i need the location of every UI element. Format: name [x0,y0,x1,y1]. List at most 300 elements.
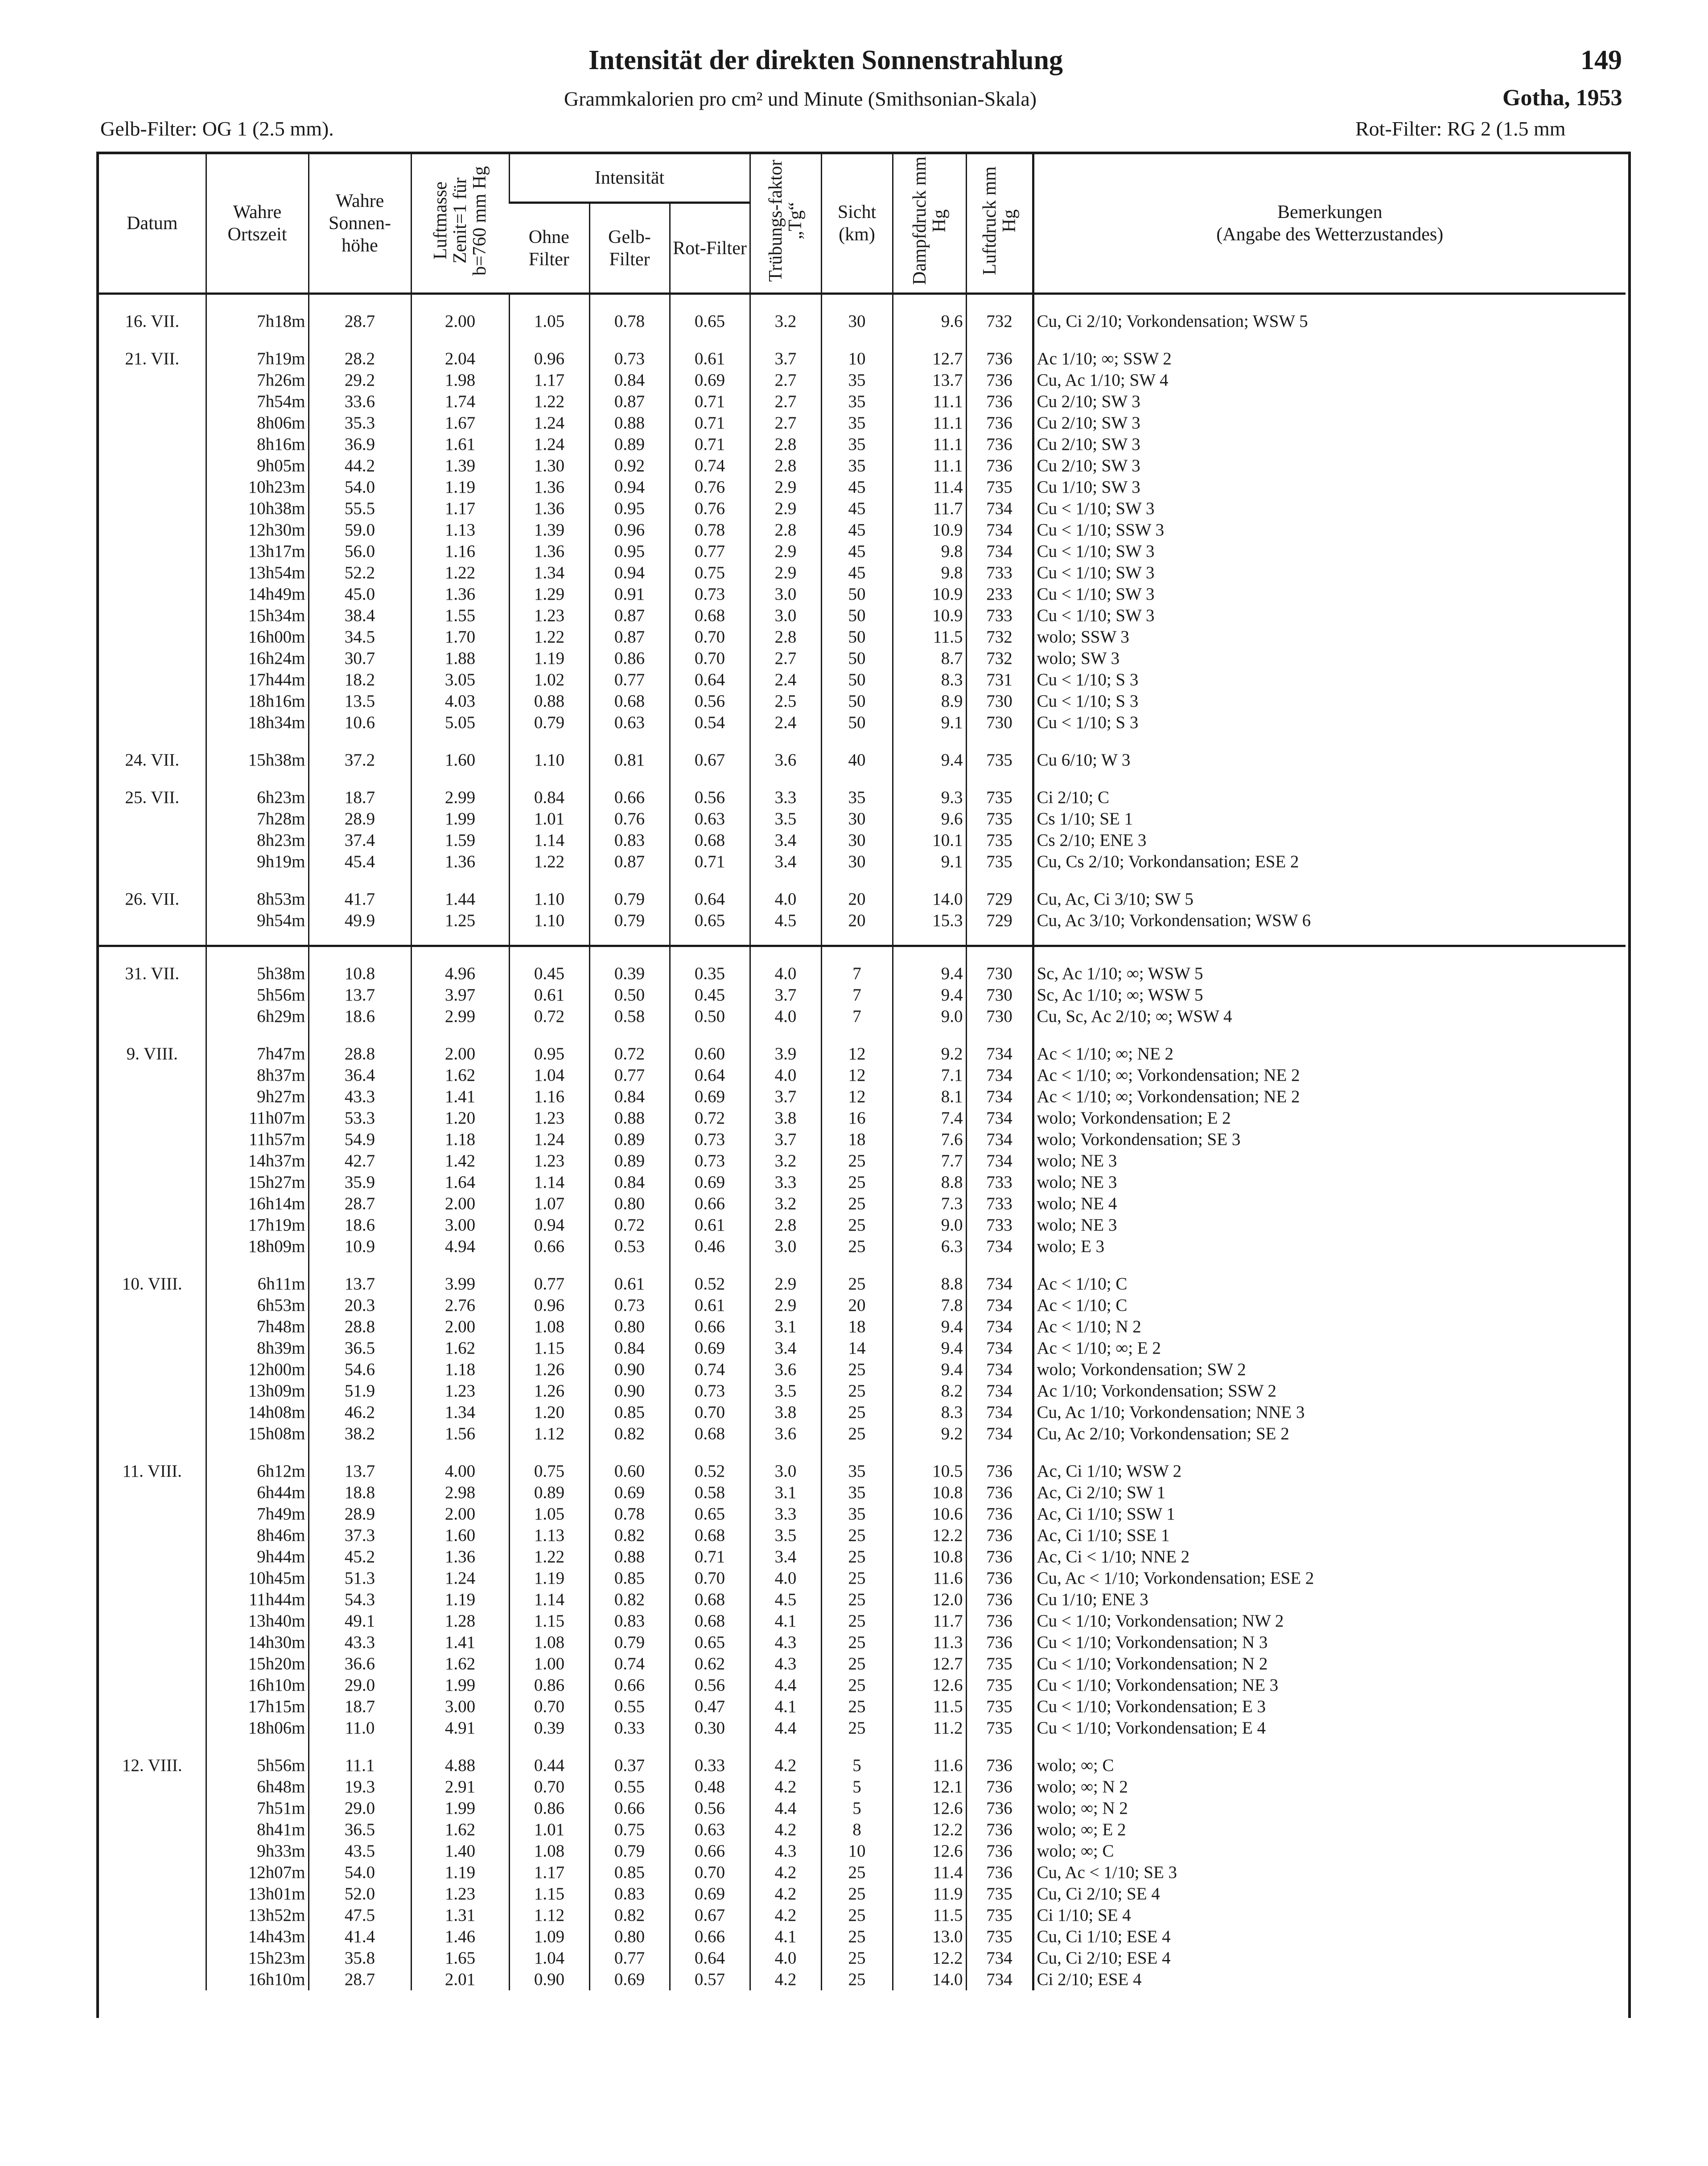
cell-luftmasse: 1.31 [411,1905,509,1926]
cell-ortszeit: 14h43m [206,1926,309,1948]
cell-sonnenhoehe: 38.4 [309,605,411,626]
cell-truebung: 2.8 [750,1215,821,1236]
cell-ohne-filter: 1.22 [509,851,589,873]
cell-dampfdruck: 12.0 [893,1589,966,1610]
cell-datum [99,1632,206,1653]
separator-cell [1033,332,1626,348]
cell-luftmasse: 1.67 [411,412,509,434]
separator-cell [1033,1257,1626,1273]
cell-gelb-filter: 0.87 [589,626,670,648]
cell-rot-filter: 0.71 [670,434,750,455]
cell-luftmasse: 2.04 [411,348,509,370]
cell-bemerkung: Ac < 1/10; C [1033,1273,1626,1295]
cell-sicht: 25 [821,1862,893,1883]
cell-truebung: 4.2 [750,1905,821,1926]
cell-luftdruck: 736 [966,1776,1033,1798]
cell-gelb-filter: 0.77 [589,669,670,691]
separator-cell [206,931,309,946]
cell-sicht: 35 [821,434,893,455]
cell-luftdruck: 732 [966,626,1033,648]
cell-ortszeit: 11h44m [206,1589,309,1610]
cell-sicht: 45 [821,562,893,584]
radiation-table [99,154,1626,1990]
cell-gelb-filter: 0.84 [589,1338,670,1359]
cell-sonnenhoehe: 54.9 [309,1129,411,1150]
cell-luftmasse: 1.60 [411,749,509,771]
cell-rot-filter: 0.70 [670,1568,750,1589]
table-row [99,498,1626,519]
cell-ohne-filter: 1.14 [509,1589,589,1610]
col-ortszeit: Wahre Ortszeit [206,154,309,294]
cell-ohne-filter: 1.01 [509,1819,589,1841]
cell-rot-filter: 0.64 [670,669,750,691]
cell-sonnenhoehe: 36.5 [309,1338,411,1359]
cell-sicht: 50 [821,584,893,605]
cell-gelb-filter: 0.85 [589,1568,670,1589]
cell-sonnenhoehe: 29.0 [309,1798,411,1819]
cell-datum [99,1589,206,1610]
cell-ortszeit: 7h48m [206,1316,309,1338]
cell-truebung: 4.4 [750,1798,821,1819]
cell-sonnenhoehe: 37.3 [309,1525,411,1546]
cell-gelb-filter: 0.58 [589,1006,670,1027]
cell-ortszeit: 13h01m [206,1883,309,1905]
separator-cell [670,332,750,348]
table-row [99,1086,1626,1108]
col-bemerkungen [1033,154,1626,294]
cell-ortszeit: 10h38m [206,498,309,519]
cell-luftmasse: 2.98 [411,1482,509,1503]
table-row [99,1215,1626,1236]
cell-luftdruck: 736 [966,434,1033,455]
cell-bemerkung: Ac < 1/10; ∞; NE 2 [1033,1043,1626,1065]
col-luftmasse [411,154,509,294]
cell-ortszeit: 17h19m [206,1215,309,1236]
table-row [99,1108,1626,1129]
cell-gelb-filter: 0.78 [589,311,670,332]
cell-rot-filter: 0.52 [670,1461,750,1482]
cell-sonnenhoehe: 28.9 [309,808,411,830]
cell-luftdruck: 734 [966,1359,1033,1380]
cell-bemerkung: Cs 1/10; SE 1 [1033,808,1626,830]
table-row [99,808,1626,830]
cell-bemerkung: wolo; ∞; C [1033,1841,1626,1862]
cell-luftdruck: 736 [966,391,1033,412]
cell-dampfdruck: 8.3 [893,1402,966,1423]
cell-gelb-filter: 0.84 [589,1086,670,1108]
cell-sicht: 25 [821,1717,893,1739]
cell-bemerkung: Ac, Ci 2/10; SW 1 [1033,1482,1626,1503]
cell-sonnenhoehe: 49.1 [309,1610,411,1632]
cell-ohne-filter: 1.36 [509,477,589,498]
separator-cell [589,873,670,889]
cell-gelb-filter: 0.84 [589,1172,670,1193]
cell-bemerkung: Cu 2/10; SW 3 [1033,412,1626,434]
cell-luftdruck: 736 [966,370,1033,391]
cell-truebung: 3.0 [750,584,821,605]
cell-dampfdruck: 12.2 [893,1525,966,1546]
cell-datum [99,1086,206,1108]
group-separator [99,1739,1626,1755]
cell-bemerkung: wolo; SSW 3 [1033,626,1626,648]
cell-dampfdruck: 14.0 [893,889,966,910]
cell-luftdruck: 729 [966,889,1033,910]
cell-truebung: 2.4 [750,669,821,691]
cell-rot-filter: 0.66 [670,1316,750,1338]
cell-dampfdruck: 9.3 [893,787,966,808]
cell-datum [99,1423,206,1445]
cell-rot-filter: 0.56 [670,691,750,712]
cell-sicht: 25 [821,1675,893,1696]
cell-luftmasse: 5.05 [411,712,509,733]
cell-truebung: 3.7 [750,1129,821,1150]
cell-ohne-filter: 0.96 [509,1295,589,1316]
table-row [99,434,1626,455]
cell-datum [99,1065,206,1086]
cell-rot-filter: 0.30 [670,1717,750,1739]
separator-cell [309,931,411,946]
cell-sicht: 25 [821,1273,893,1295]
cell-bemerkung: Ci 2/10; ESE 4 [1033,1969,1626,1990]
cell-luftdruck: 734 [966,1236,1033,1257]
cell-datum [99,910,206,931]
table-row [99,541,1626,562]
cell-sonnenhoehe: 44.2 [309,455,411,477]
cell-truebung: 4.1 [750,1926,821,1948]
cell-sicht: 5 [821,1755,893,1776]
cell-gelb-filter: 0.83 [589,1610,670,1632]
cell-luftmasse: 1.23 [411,1380,509,1402]
cell-gelb-filter: 0.84 [589,370,670,391]
cell-rot-filter: 0.70 [670,626,750,648]
cell-bemerkung: Ac, Ci 1/10; SSW 1 [1033,1503,1626,1525]
cell-datum [99,648,206,669]
cell-datum: 26. VII. [125,889,180,909]
cell-luftmasse: 3.00 [411,1696,509,1717]
table-row [99,1503,1626,1525]
cell-datum [99,1129,206,1150]
group-separator [99,771,1626,787]
cell-sicht: 35 [821,455,893,477]
cell-dampfdruck: 11.1 [893,412,966,434]
separator-cell [893,931,966,946]
cell-luftdruck: 734 [966,1086,1033,1108]
separator-cell [670,1027,750,1043]
separator-cell [99,771,206,787]
table-row [99,1948,1626,1969]
cell-sonnenhoehe: 47.5 [309,1905,411,1926]
cell-rot-filter: 0.63 [670,808,750,830]
cell-rot-filter: 0.71 [670,851,750,873]
cell-ortszeit: 13h40m [206,1610,309,1632]
cell-ohne-filter: 0.39 [509,1717,589,1739]
separator-cell [589,294,670,311]
cell-ohne-filter: 0.84 [509,787,589,808]
separator-cell [1033,1739,1626,1755]
cell-rot-filter: 0.61 [670,1215,750,1236]
table-row [99,1568,1626,1589]
separator-cell [821,873,893,889]
cell-rot-filter: 0.57 [670,1969,750,1990]
cell-ortszeit: 9h33m [206,1841,309,1862]
cell-ortszeit: 14h08m [206,1402,309,1423]
table-row [99,370,1626,391]
col-datum: Datum [99,154,206,294]
cell-luftmasse: 1.34 [411,1402,509,1423]
cell-truebung: 4.2 [750,1883,821,1905]
cell-dampfdruck: 9.4 [893,1338,966,1359]
cell-datum [99,1503,206,1525]
cell-ortszeit: 18h06m [206,1717,309,1739]
separator-cell [893,733,966,749]
cell-luftdruck: 736 [966,1798,1033,1819]
table-row [99,851,1626,873]
table-row [99,311,1626,332]
cell-rot-filter: 0.52 [670,1273,750,1295]
cell-rot-filter: 0.65 [670,311,750,332]
cell-ohne-filter: 1.22 [509,391,589,412]
cell-dampfdruck: 8.1 [893,1086,966,1108]
cell-luftmasse: 1.17 [411,498,509,519]
separator-cell [509,1445,589,1461]
col-sonnenhoehe: Wahre Sonnen-höhe [309,154,411,294]
cell-sonnenhoehe: 45.2 [309,1546,411,1568]
cell-luftmasse: 1.28 [411,1610,509,1632]
cell-sonnenhoehe: 49.9 [309,910,411,931]
cell-truebung: 3.0 [750,1461,821,1482]
cell-ortszeit: 8h39m [206,1338,309,1359]
cell-ohne-filter: 0.95 [509,1043,589,1065]
separator-cell [206,771,309,787]
cell-sonnenhoehe: 29.2 [309,370,411,391]
cell-luftmasse: 2.00 [411,1316,509,1338]
cell-dampfdruck: 11.7 [893,498,966,519]
cell-bemerkung: Cu 1/10; SW 3 [1033,477,1626,498]
cell-gelb-filter: 0.85 [589,1402,670,1423]
cell-dampfdruck: 8.7 [893,648,966,669]
cell-ohne-filter: 1.26 [509,1359,589,1380]
separator-cell [670,873,750,889]
cell-luftmasse: 3.99 [411,1273,509,1295]
cell-luftdruck: 734 [966,1295,1033,1316]
gelb-filter-note: Gelb-Filter: OG 1 (2.5 mm). [100,117,334,140]
cell-sonnenhoehe: 18.2 [309,669,411,691]
cell-sonnenhoehe: 36.5 [309,1819,411,1841]
cell-sonnenhoehe: 45.4 [309,851,411,873]
cell-gelb-filter: 0.96 [589,519,670,541]
cell-sicht: 25 [821,1653,893,1675]
cell-dampfdruck: 11.4 [893,1862,966,1883]
cell-dampfdruck: 9.0 [893,1215,966,1236]
cell-dampfdruck: 9.4 [893,984,966,1006]
cell-ohne-filter: 1.10 [509,910,589,931]
cell-luftmasse: 4.03 [411,691,509,712]
cell-dampfdruck: 11.6 [893,1755,966,1776]
cell-datum [99,669,206,691]
cell-ortszeit: 6h23m [206,787,309,808]
separator-cell [893,946,966,964]
cell-luftdruck: 730 [966,1006,1033,1027]
cell-ohne-filter: 1.04 [509,1065,589,1086]
separator-cell [821,332,893,348]
cell-truebung: 3.2 [750,1193,821,1215]
cell-rot-filter: 0.67 [670,749,750,771]
cell-truebung: 4.2 [750,1819,821,1841]
separator-cell [670,771,750,787]
table-row [99,1402,1626,1423]
cell-rot-filter: 0.73 [670,1129,750,1150]
cell-luftdruck: 732 [966,311,1033,332]
cell-luftdruck: 734 [966,1948,1033,1969]
cell-ortszeit: 8h37m [206,1065,309,1086]
cell-datum: 11. VIII. [122,1462,182,1481]
cell-gelb-filter: 0.72 [589,1043,670,1065]
cell-truebung: 4.2 [750,1755,821,1776]
cell-ohne-filter: 1.23 [509,605,589,626]
cell-sonnenhoehe: 45.0 [309,584,411,605]
cell-gelb-filter: 0.60 [589,1461,670,1482]
cell-datum [99,691,206,712]
cell-ortszeit: 15h38m [206,749,309,771]
cell-ortszeit: 11h07m [206,1108,309,1129]
cell-luftmasse: 2.76 [411,1295,509,1316]
cell-datum [99,1150,206,1172]
cell-bemerkung: Ac 1/10; Vorkondensation; SSW 2 [1033,1380,1626,1402]
cell-luftmasse: 1.18 [411,1129,509,1150]
cell-ohne-filter: 0.86 [509,1798,589,1819]
cell-sicht: 25 [821,1632,893,1653]
cell-bemerkung: Ac < 1/10; C [1033,1295,1626,1316]
cell-dampfdruck: 11.1 [893,391,966,412]
cell-gelb-filter: 0.95 [589,541,670,562]
separator-cell [821,1027,893,1043]
cell-gelb-filter: 0.76 [589,808,670,830]
cell-ortszeit: 8h41m [206,1819,309,1841]
cell-ortszeit: 5h38m [206,963,309,984]
cell-dampfdruck: 8.3 [893,669,966,691]
cell-ortszeit: 13h52m [206,1905,309,1926]
rot-filter-note: Rot-Filter: RG 2 (1.5 mm [1355,117,1566,140]
cell-rot-filter: 0.70 [670,1862,750,1883]
cell-datum: 16. VII. [125,312,180,331]
cell-sonnenhoehe: 18.7 [309,787,411,808]
cell-datum [99,455,206,477]
cell-dampfdruck: 9.6 [893,808,966,830]
cell-gelb-filter: 0.87 [589,851,670,873]
cell-ohne-filter: 1.05 [509,1503,589,1525]
cell-datum: 25. VII. [125,788,180,807]
separator-cell [966,294,1033,311]
separator-cell [966,733,1033,749]
cell-ortszeit: 7h47m [206,1043,309,1065]
cell-ortszeit: 16h24m [206,648,309,669]
cell-rot-filter: 0.75 [670,562,750,584]
cell-sonnenhoehe: 51.9 [309,1380,411,1402]
cell-truebung: 4.1 [750,1610,821,1632]
separator-cell [966,1445,1033,1461]
cell-truebung: 3.4 [750,851,821,873]
cell-ortszeit: 7h51m [206,1798,309,1819]
cell-sicht: 25 [821,1948,893,1969]
cell-gelb-filter: 0.91 [589,584,670,605]
separator-cell [966,946,1033,964]
cell-datum [99,562,206,584]
cell-dampfdruck: 11.2 [893,1717,966,1739]
cell-sonnenhoehe: 11.0 [309,1717,411,1739]
table-row [99,412,1626,434]
cell-bemerkung: Cu < 1/10; Vorkondensation; E 4 [1033,1717,1626,1739]
table-row [99,1525,1626,1546]
cell-datum [99,1402,206,1423]
cell-bemerkung: Cu, Ac < 1/10; Vorkondensation; ESE 2 [1033,1568,1626,1589]
col-truebung [750,154,821,294]
cell-dampfdruck: 11.6 [893,1568,966,1589]
cell-rot-filter: 0.68 [670,1423,750,1445]
cell-truebung: 2.9 [750,1295,821,1316]
cell-luftdruck: 736 [966,1461,1033,1482]
cell-sonnenhoehe: 11.1 [309,1755,411,1776]
cell-truebung: 3.7 [750,348,821,370]
cell-rot-filter: 0.68 [670,1525,750,1546]
cell-ohne-filter: 0.90 [509,1969,589,1990]
cell-ohne-filter: 1.39 [509,519,589,541]
cell-rot-filter: 0.65 [670,1632,750,1653]
cell-bemerkung: Cu 2/10; SW 3 [1033,455,1626,477]
cell-sonnenhoehe: 13.7 [309,984,411,1006]
separator-cell [966,332,1033,348]
cell-bemerkung: wolo; Vorkondensation; SE 3 [1033,1129,1626,1150]
cell-ohne-filter: 1.12 [509,1423,589,1445]
cell-luftmasse: 1.64 [411,1172,509,1193]
cell-rot-filter: 0.70 [670,648,750,669]
cell-datum [99,984,206,1006]
cell-bemerkung: Ac, Ci < 1/10; NNE 2 [1033,1546,1626,1568]
cell-ortszeit: 8h06m [206,412,309,434]
cell-ortszeit: 9h44m [206,1546,309,1568]
cell-ortszeit: 8h23m [206,830,309,851]
cell-luftmasse: 2.91 [411,1776,509,1798]
cell-datum [99,434,206,455]
cell-luftdruck: 736 [966,1589,1033,1610]
cell-dampfdruck: 11.4 [893,477,966,498]
cell-luftmasse: 4.88 [411,1755,509,1776]
cell-rot-filter: 0.73 [670,584,750,605]
separator-cell [750,931,821,946]
cell-ortszeit: 12h07m [206,1862,309,1883]
cell-luftdruck: 736 [966,1755,1033,1776]
group-separator [99,294,1626,311]
separator-cell [411,1027,509,1043]
cell-gelb-filter: 0.78 [589,1503,670,1525]
cell-truebung: 4.4 [750,1717,821,1739]
table-row [99,787,1626,808]
cell-datum [99,1653,206,1675]
cell-rot-filter: 0.45 [670,984,750,1006]
cell-ohne-filter: 1.23 [509,1108,589,1129]
cell-luftdruck: 732 [966,648,1033,669]
cell-luftdruck: 736 [966,1525,1033,1546]
cell-datum [99,1316,206,1338]
separator-cell [966,771,1033,787]
cell-sicht: 18 [821,1129,893,1150]
cell-sicht: 25 [821,1236,893,1257]
cell-ohne-filter: 1.34 [509,562,589,584]
group-separator [99,931,1626,946]
col-sicht: Sicht (km) [821,154,893,294]
cell-truebung: 2.7 [750,370,821,391]
cell-sicht: 50 [821,605,893,626]
cell-sicht: 20 [821,1295,893,1316]
